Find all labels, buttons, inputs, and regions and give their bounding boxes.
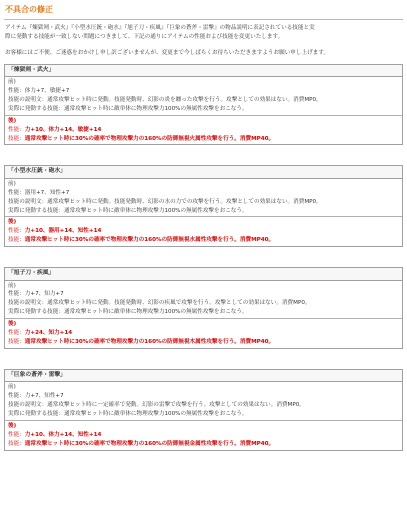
item-name: 「小型水圧銃・砲水」	[5, 166, 402, 178]
before-section	[5, 77, 402, 116]
perf-label: 性能：	[8, 87, 25, 94]
perf-label: 性能：	[8, 432, 25, 439]
before-actual	[8, 207, 399, 216]
item-name: 「巨象の蒼斧・雷撃」	[5, 370, 402, 382]
intro-line: アイテム『煉獄剣・武火』『小型水圧銃・砲水』『旭子刀・疾風』『巨象の蒼斧・雷撃』の物品説明に表記されている技能と実	[5, 24, 315, 31]
before-desc	[8, 401, 399, 410]
before-actual	[8, 410, 399, 419]
desc-label: 技能の説明文：	[8, 198, 48, 205]
after-skill	[8, 236, 399, 245]
skill-value: 通常攻撃ヒット時に30%の確率で物理攻撃力の160%の防御無視水属性攻撃を行う。消費MP40。	[24, 237, 275, 244]
skill-label: 技能：	[8, 339, 25, 346]
intro-text	[4, 24, 403, 58]
actual-value: 通常攻撃ヒット時に敵単体に物理攻撃力100%の無属性攻撃をおこなう。	[63, 411, 248, 418]
skill-label: 技能：	[8, 135, 25, 142]
after-label: 後)	[8, 219, 17, 226]
skill-label: 技能：	[8, 440, 25, 447]
perf-value: 力+10、体力+14、敏捷+14	[24, 126, 102, 133]
actual-label: 実際に発動する技能：	[8, 411, 64, 418]
desc-value: 通常攻撃ヒット時に発動。技能発動時、幻影の水の力での攻撃を行う。攻撃としての効果はない。消費MP0。	[47, 198, 322, 205]
perf-value: 力+7、知力+7	[24, 291, 64, 298]
item-box	[4, 165, 403, 247]
actual-value: 通常攻撃ヒット時に敵単体に物理攻撃力100%の無属性攻撃をおこなう。	[63, 105, 248, 112]
perf-label: 性能：	[8, 189, 25, 196]
actual-label: 実際に発動する技能：	[8, 207, 64, 214]
perf-value: 力+24、知力+14	[24, 330, 73, 337]
before-perf	[8, 392, 399, 401]
before-actual	[8, 308, 399, 317]
after-perf	[8, 126, 399, 135]
after-perf	[8, 329, 399, 338]
perf-value: 器用+7、知性+7	[24, 189, 70, 196]
item-name: 「旭子刀・疾風」	[5, 268, 402, 280]
intro-line: 際に発動する技能が一致しない問題につきまして、下記の通りにアイテムの性能および技能を変更いたします。	[5, 33, 284, 40]
skill-value: 通常攻撃ヒット時に30%の確率で物理攻撃力の160%の防御無視金属性攻撃を行う。消費MP40。	[24, 440, 275, 447]
after-skill	[8, 135, 399, 144]
skill-label: 技能：	[8, 237, 25, 244]
before-desc	[8, 96, 399, 105]
desc-value: 通常攻撃ヒット時に発動。技能発動時、幻影の疾風で攻撃を行う。攻撃としての効果はない。消費MP0。	[47, 300, 311, 307]
after-perf	[8, 431, 399, 440]
before-label: 前)	[8, 384, 16, 391]
perf-label: 性能：	[8, 330, 25, 337]
perf-value: 力+10、器用+14、知性+14	[24, 228, 102, 235]
perf-label: 性能：	[8, 393, 25, 400]
skill-value: 通常攻撃ヒット時に30%の確率で物理攻撃力の160%の防御無視木属性攻撃を行う。消費MP40。	[24, 339, 275, 346]
after-skill	[8, 338, 399, 347]
perf-value: 体力+7、敏捷+7	[24, 87, 70, 94]
actual-value: 通常攻撃ヒット時に敵単体に物理攻撃力100%の無属性攻撃をおこなう。	[63, 207, 248, 214]
before-label: 前)	[8, 180, 16, 187]
after-section	[5, 421, 402, 450]
item-name: 「煉獄剣・武火」	[5, 65, 402, 77]
desc-value: 通常攻撃ヒット時に発動。技能発動時、幻影の炎を纏った攻撃を行う。攻撃としての効果はない。消費MP0。	[47, 96, 322, 103]
actual-value: 通常攻撃ヒット時に敵単体に物理攻撃力100%の無属性攻撃をおこなう。	[63, 309, 248, 316]
before-section	[5, 179, 402, 218]
skill-value: 通常攻撃ヒット時に30%の確率で物理攻撃力の160%の防御無視火属性攻撃を行う。消費MP40。	[24, 135, 275, 142]
perf-label: 性能：	[8, 228, 25, 235]
after-section	[5, 217, 402, 246]
before-label: 前)	[8, 282, 16, 289]
after-label: 後)	[8, 321, 17, 328]
actual-label: 実際に発動する技能：	[8, 105, 64, 112]
before-label: 前)	[8, 78, 16, 85]
after-label: 後)	[8, 117, 17, 124]
page-title: 不具合の修正	[4, 3, 403, 20]
item-box	[4, 267, 403, 349]
before-desc	[8, 198, 399, 207]
after-perf	[8, 227, 399, 236]
perf-label: 性能：	[8, 291, 25, 298]
perf-value: 力+10、体力+14、知性+14	[24, 432, 102, 439]
before-perf	[8, 87, 399, 96]
desc-value: 通常攻撃ヒット時に一定確率で発動。幻影の雷撃で攻撃を行う。攻撃としての効果はない。消費MP0。	[47, 402, 305, 409]
before-section	[5, 382, 402, 421]
desc-label: 技能の説明文：	[8, 300, 48, 307]
intro-line: お客様にはご不便、ご迷惑をおかけし申し訳ございませんが、変更まで今しばらくお待ちいただきますようお願い申し上げます。	[5, 49, 329, 56]
actual-label: 実際に発動する技能：	[8, 309, 64, 316]
item-box	[4, 369, 403, 451]
desc-label: 技能の説明文：	[8, 96, 48, 103]
desc-label: 技能の説明文：	[8, 402, 48, 409]
perf-value: 力+7、知性+7	[24, 393, 64, 400]
before-desc	[8, 299, 399, 308]
after-section	[5, 319, 402, 348]
before-section	[5, 281, 402, 320]
after-skill	[8, 440, 399, 449]
item-box	[4, 64, 403, 146]
perf-label: 性能：	[8, 126, 25, 133]
after-section	[5, 116, 402, 145]
after-label: 後)	[8, 423, 17, 430]
before-actual	[8, 105, 399, 114]
before-perf	[8, 189, 399, 198]
before-perf	[8, 290, 399, 299]
